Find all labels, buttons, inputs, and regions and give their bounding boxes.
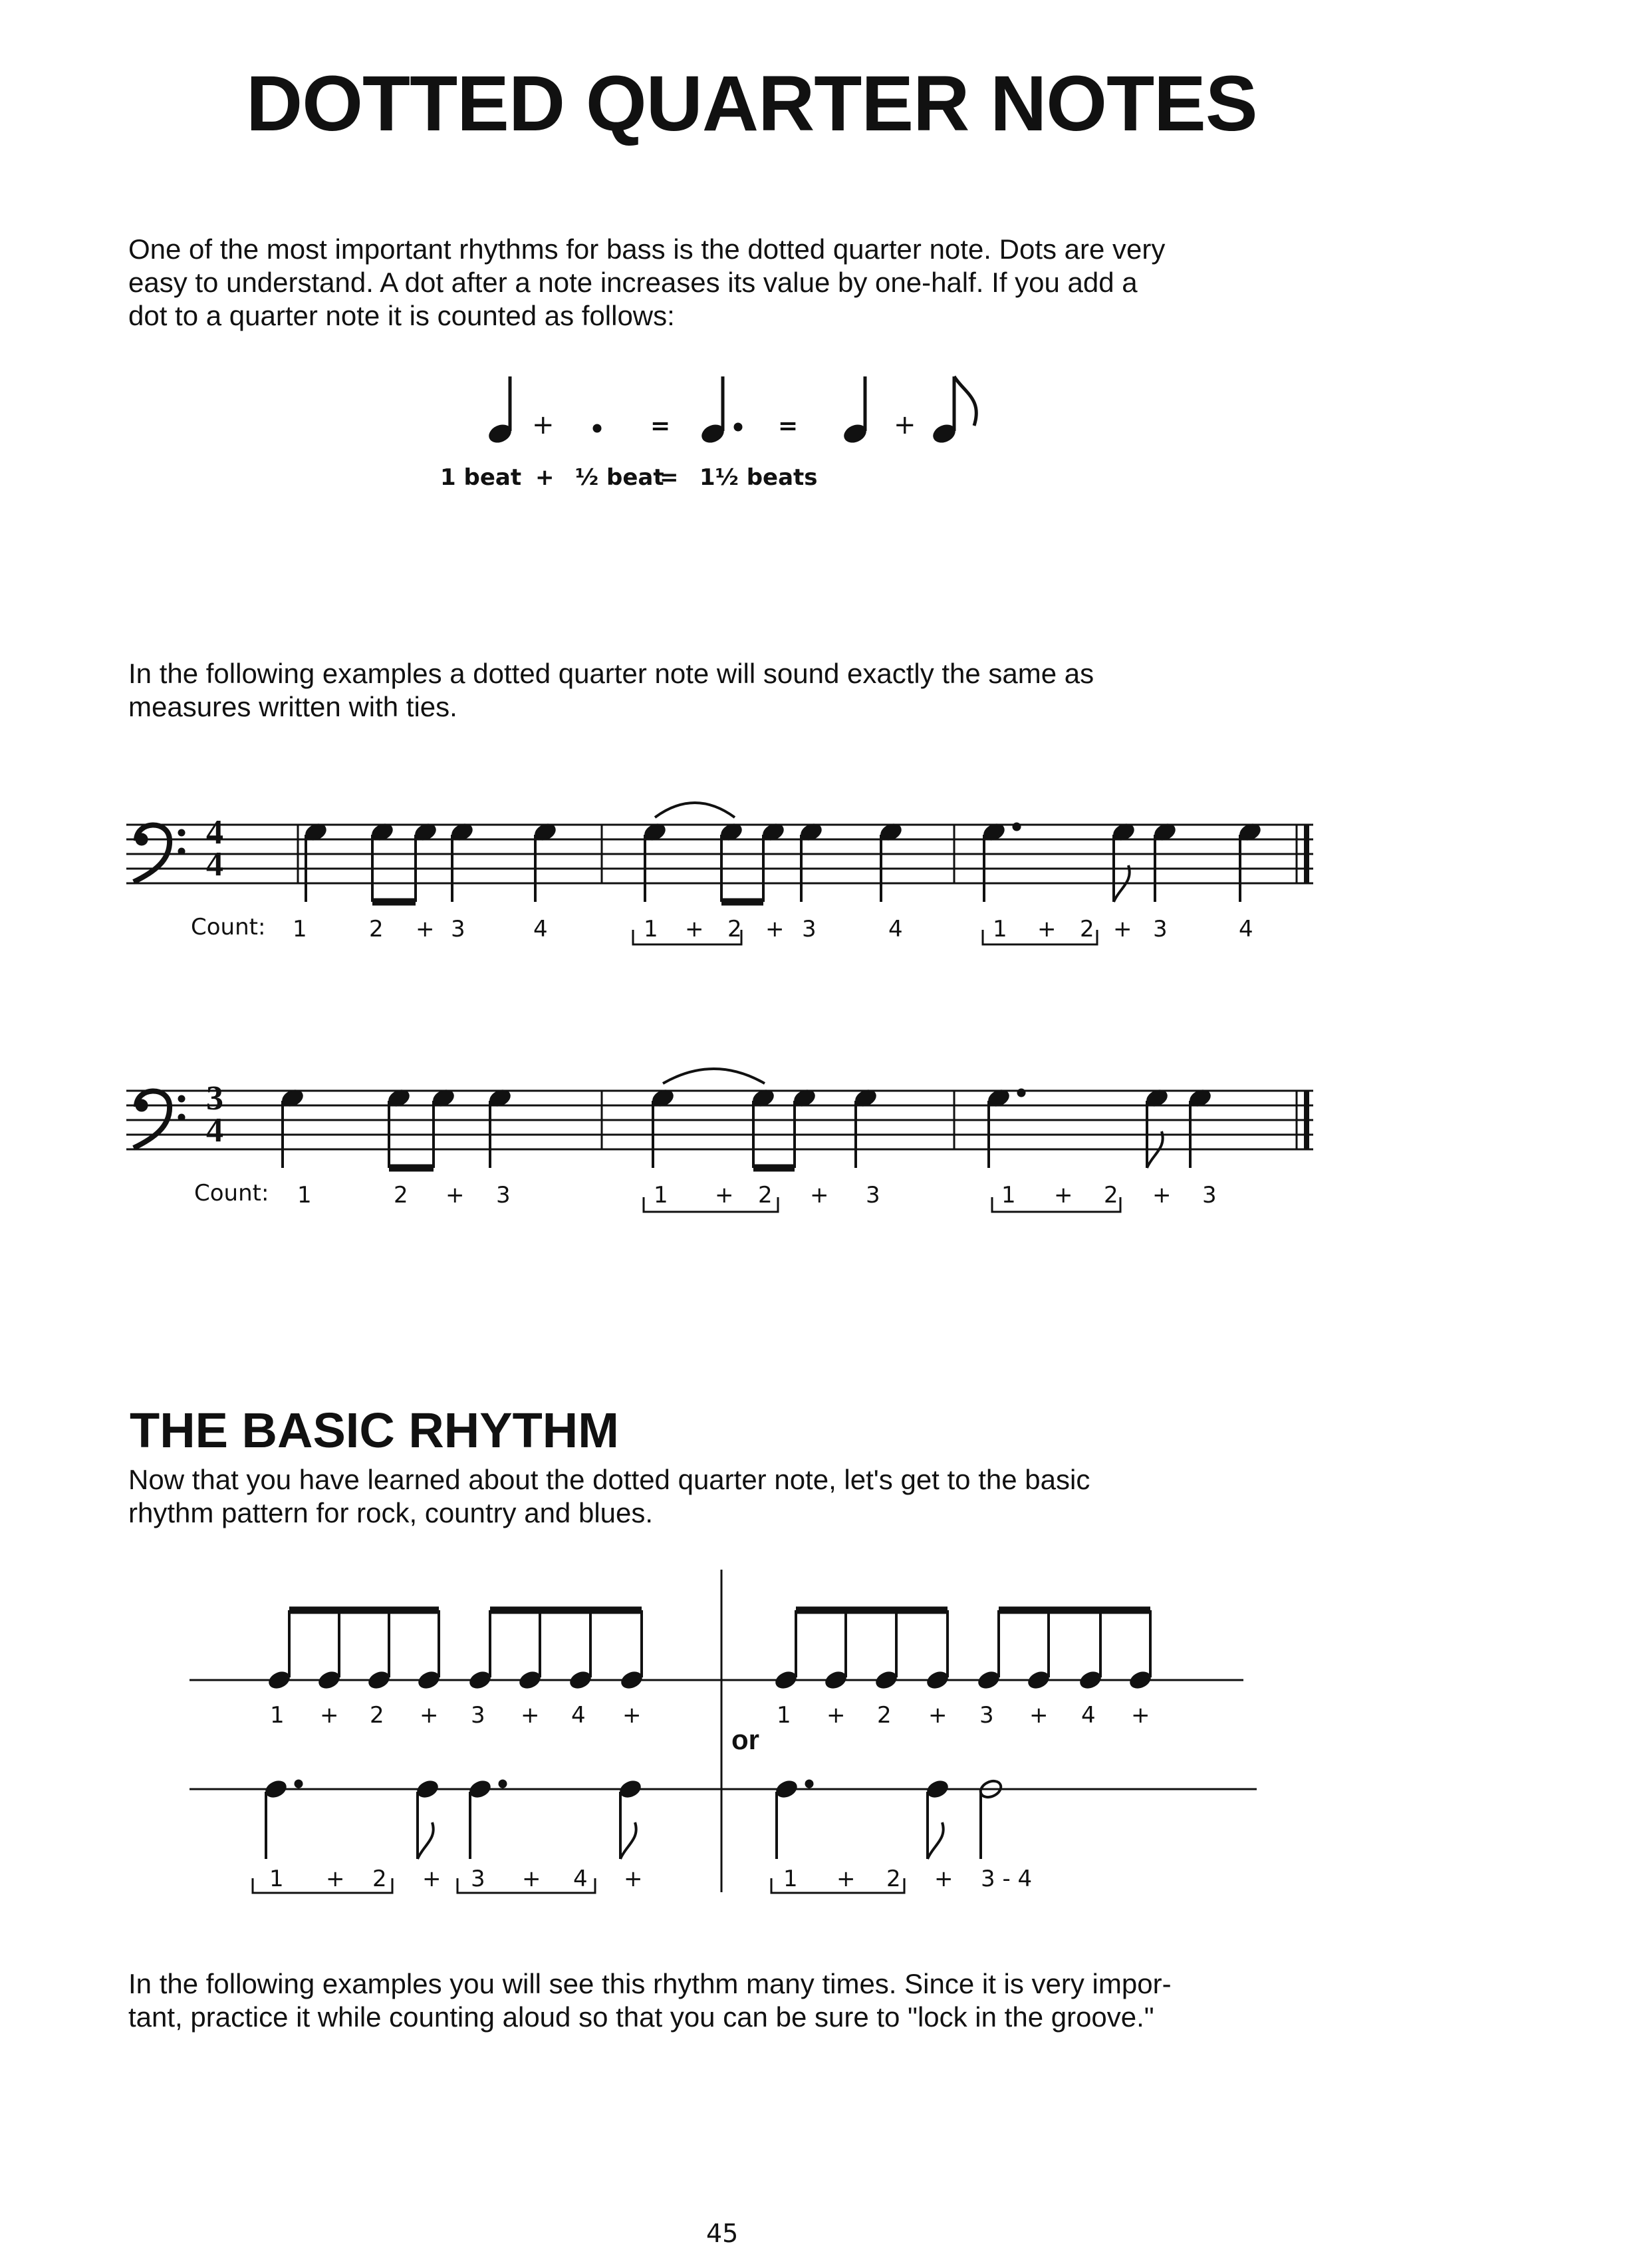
eighth-note — [1026, 1610, 1051, 1691]
eighth-count: + — [1131, 1702, 1150, 1729]
example2-count: 1 — [1001, 1182, 1016, 1208]
eighth-note — [773, 1610, 799, 1691]
bottom-count: + — [624, 1866, 643, 1892]
quarter-note — [533, 821, 558, 902]
caption-plus: + — [535, 464, 555, 491]
bottom-count: + — [836, 1866, 856, 1892]
time-signature-top: 3 — [206, 1079, 223, 1117]
eighth-note — [416, 1610, 442, 1691]
tie-arc — [655, 803, 735, 817]
dotted-quarter-note — [263, 1778, 303, 1859]
quarter-note — [650, 1087, 676, 1168]
eighth-note — [267, 1610, 292, 1691]
quarter-note — [280, 1087, 305, 1168]
eighth-note — [925, 1778, 950, 1859]
page-number: 45 — [706, 2219, 739, 2248]
example1-count: + — [1037, 916, 1057, 942]
eighth-note — [386, 1087, 412, 1168]
example2-count: 2 — [758, 1182, 773, 1208]
example1-count: + — [1113, 916, 1132, 942]
eighth-count: 1 — [270, 1702, 285, 1729]
example1-count: + — [685, 916, 704, 942]
eighth-flag — [620, 1822, 636, 1859]
eighth-note — [618, 1778, 643, 1859]
eighth-count: + — [1029, 1702, 1049, 1729]
eighth-count: 3 — [979, 1702, 994, 1729]
eighth-count: 2 — [370, 1702, 384, 1729]
example2-count: + — [715, 1182, 734, 1208]
example2-count: 3 — [866, 1182, 880, 1208]
augmentation-dot — [499, 1780, 507, 1788]
eighth-count: + — [420, 1702, 439, 1729]
equation-equals-1: = — [650, 412, 671, 440]
clef-dot — [178, 848, 185, 855]
eighth-note — [823, 1610, 848, 1691]
examples-line-1: In the following examples a dotted quarter note will sound exactly the same as — [128, 658, 1094, 689]
caption-half-beat: ½ beat — [575, 464, 664, 491]
intro-line-2: easy to understand. A dot after a note increases its value by one-half. If you add a — [128, 267, 1138, 298]
example2-count: 3 — [1202, 1182, 1217, 1208]
example1-count: 3 — [451, 916, 465, 942]
quarter-note — [853, 1087, 878, 1168]
half-note — [978, 1778, 1003, 1859]
clef-dot — [178, 1095, 185, 1102]
dotted-quarter-note — [986, 1087, 1025, 1168]
dotted-quarter-note — [467, 1778, 507, 1859]
equation-equals-2: = — [778, 412, 799, 440]
quarter-note — [487, 1087, 513, 1168]
bottom-count: 4 — [573, 1866, 588, 1892]
or-label: or — [731, 1724, 759, 1755]
example2-count: 2 — [394, 1182, 408, 1208]
eighth-count: + — [826, 1702, 846, 1729]
clef-dot — [178, 829, 185, 836]
example1-count: + — [765, 916, 785, 942]
eighth-count: + — [521, 1702, 540, 1729]
example1-count: 3 — [1153, 916, 1168, 942]
augmentation-dot — [805, 1780, 813, 1788]
eighth-note — [761, 821, 786, 902]
quarter-note — [303, 821, 328, 902]
example1-count: 2 — [1080, 916, 1094, 942]
example2-count: 1 — [297, 1182, 312, 1208]
bottom-count: + — [934, 1866, 953, 1892]
quarter-note — [799, 821, 824, 902]
eighth-note — [751, 1087, 776, 1168]
basic-line-2: rhythm pattern for rock, country and blues. — [128, 1497, 654, 1528]
augmentation-dot — [295, 1780, 303, 1788]
bottom-count: 1 — [269, 1866, 284, 1892]
eighth-note — [431, 1087, 456, 1168]
eighth-note — [370, 821, 395, 902]
quarter-note — [449, 821, 475, 902]
eighth-count: + — [622, 1702, 642, 1729]
bottom-count: + — [422, 1866, 442, 1892]
quarter-note — [1237, 821, 1263, 902]
example1-count: 2 — [369, 916, 384, 942]
eighth-note — [1111, 821, 1136, 902]
eighth-note — [1144, 1087, 1170, 1168]
example2-count: 1 — [654, 1182, 668, 1208]
example2-count-label: Count: — [194, 1180, 269, 1206]
eighth-note — [517, 1610, 543, 1691]
quarter-note — [1152, 821, 1178, 902]
example2-count: + — [445, 1182, 465, 1208]
clef-dot — [178, 1114, 185, 1121]
example1-staff — [126, 825, 1313, 883]
eighth-note — [619, 1610, 644, 1691]
dotted-quarter-note — [774, 1778, 813, 1859]
eighth-note — [976, 1610, 1001, 1691]
eighth-note — [792, 1087, 817, 1168]
eighth-count: 1 — [777, 1702, 791, 1729]
bottom-count: 3 — [471, 1866, 485, 1892]
example1-count: 2 — [727, 916, 742, 942]
closing-line-2: tant, practice it while counting aloud so that you can be sure to "lock in the groove." — [128, 2001, 1154, 2033]
augmentation-dot — [1013, 823, 1021, 831]
eighth-note — [1078, 1610, 1103, 1691]
basic-rhythm-heading: THE BASIC RHYTHM — [130, 1403, 619, 1458]
eighth-count: 4 — [1081, 1702, 1096, 1729]
quarter-note — [642, 821, 668, 902]
dotted-quarter-note — [981, 821, 1021, 902]
example2-count: + — [810, 1182, 829, 1208]
example1-count: 3 — [802, 916, 817, 942]
basic-rhythm-paragraph — [128, 1463, 1325, 1530]
closing-line-1: In the following examples you will see this rhythm many times. Since it is very impor- — [128, 1968, 1172, 1999]
eighth-count: 3 — [471, 1702, 485, 1729]
eighth-count: 4 — [571, 1702, 586, 1729]
example1-count: + — [416, 916, 435, 942]
clef-head — [136, 1099, 148, 1111]
eighth-note — [413, 821, 438, 902]
example1-count: 1 — [993, 916, 1007, 942]
bottom-count: 3 - 4 — [981, 1866, 1033, 1892]
example2-count: + — [1054, 1182, 1073, 1208]
page-title: DOTTED QUARTER NOTES — [246, 60, 1257, 148]
example1-count-label: Count: — [191, 914, 266, 940]
eighth-note — [415, 1778, 440, 1859]
eighth-note — [366, 1610, 392, 1691]
quarter-note — [878, 821, 904, 902]
example2-staff — [126, 1091, 1313, 1149]
augmentation-dot — [1017, 1089, 1025, 1097]
equation-plus-1: + — [532, 410, 555, 440]
clef-head — [136, 833, 148, 845]
tie-arc — [663, 1069, 765, 1083]
caption-total: 1½ beats — [699, 464, 818, 491]
equation-plus-2: + — [894, 410, 916, 440]
time-signature-bottom: 4 — [206, 1111, 223, 1149]
eighth-note — [568, 1610, 593, 1691]
time-signature-bottom: 4 — [206, 845, 223, 883]
caption-equals: = — [660, 464, 679, 491]
eighth-note — [317, 1610, 342, 1691]
eighth-flag — [418, 1822, 434, 1859]
eighth-note — [925, 1610, 950, 1691]
eighth-note — [467, 1610, 493, 1691]
eighth-count: + — [320, 1702, 339, 1729]
eighth-flag — [928, 1822, 944, 1859]
examples-line-2: measures written with ties. — [128, 691, 457, 722]
example1-time-signature — [206, 813, 223, 883]
bottom-count: 2 — [372, 1866, 387, 1892]
intro-line-3: dot to a quarter note it is counted as follows: — [128, 300, 675, 331]
quarter-note — [1188, 1087, 1213, 1168]
eighth-count: 2 — [877, 1702, 892, 1729]
bottom-count: 2 — [886, 1866, 901, 1892]
bottom-count: + — [522, 1866, 541, 1892]
bottom-count: + — [326, 1866, 345, 1892]
example1-count: 4 — [533, 916, 548, 942]
example1-count: 4 — [888, 916, 903, 942]
time-signature-top: 4 — [206, 813, 223, 851]
example2-count: 2 — [1104, 1182, 1118, 1208]
bottom-count: 1 — [783, 1866, 798, 1892]
example1-count: 1 — [644, 916, 658, 942]
example2-time-signature — [206, 1079, 223, 1149]
eighth-note — [874, 1610, 899, 1691]
example2-count: 3 — [496, 1182, 511, 1208]
example1-count: 1 — [293, 916, 307, 942]
intro-line-1: One of the most important rhythms for bass is the dotted quarter note. Dots are very — [128, 233, 1166, 265]
example2-count: + — [1152, 1182, 1172, 1208]
eighth-note — [1128, 1610, 1153, 1691]
closing-paragraph — [128, 1967, 1325, 2034]
caption-one-beat: 1 beat — [440, 464, 522, 491]
eighth-note — [719, 821, 744, 902]
basic-line-1: Now that you have learned about the dotted quarter note, let's get to the basic — [128, 1464, 1090, 1495]
example1-count: 4 — [1239, 916, 1253, 942]
eighth-count: + — [928, 1702, 948, 1729]
